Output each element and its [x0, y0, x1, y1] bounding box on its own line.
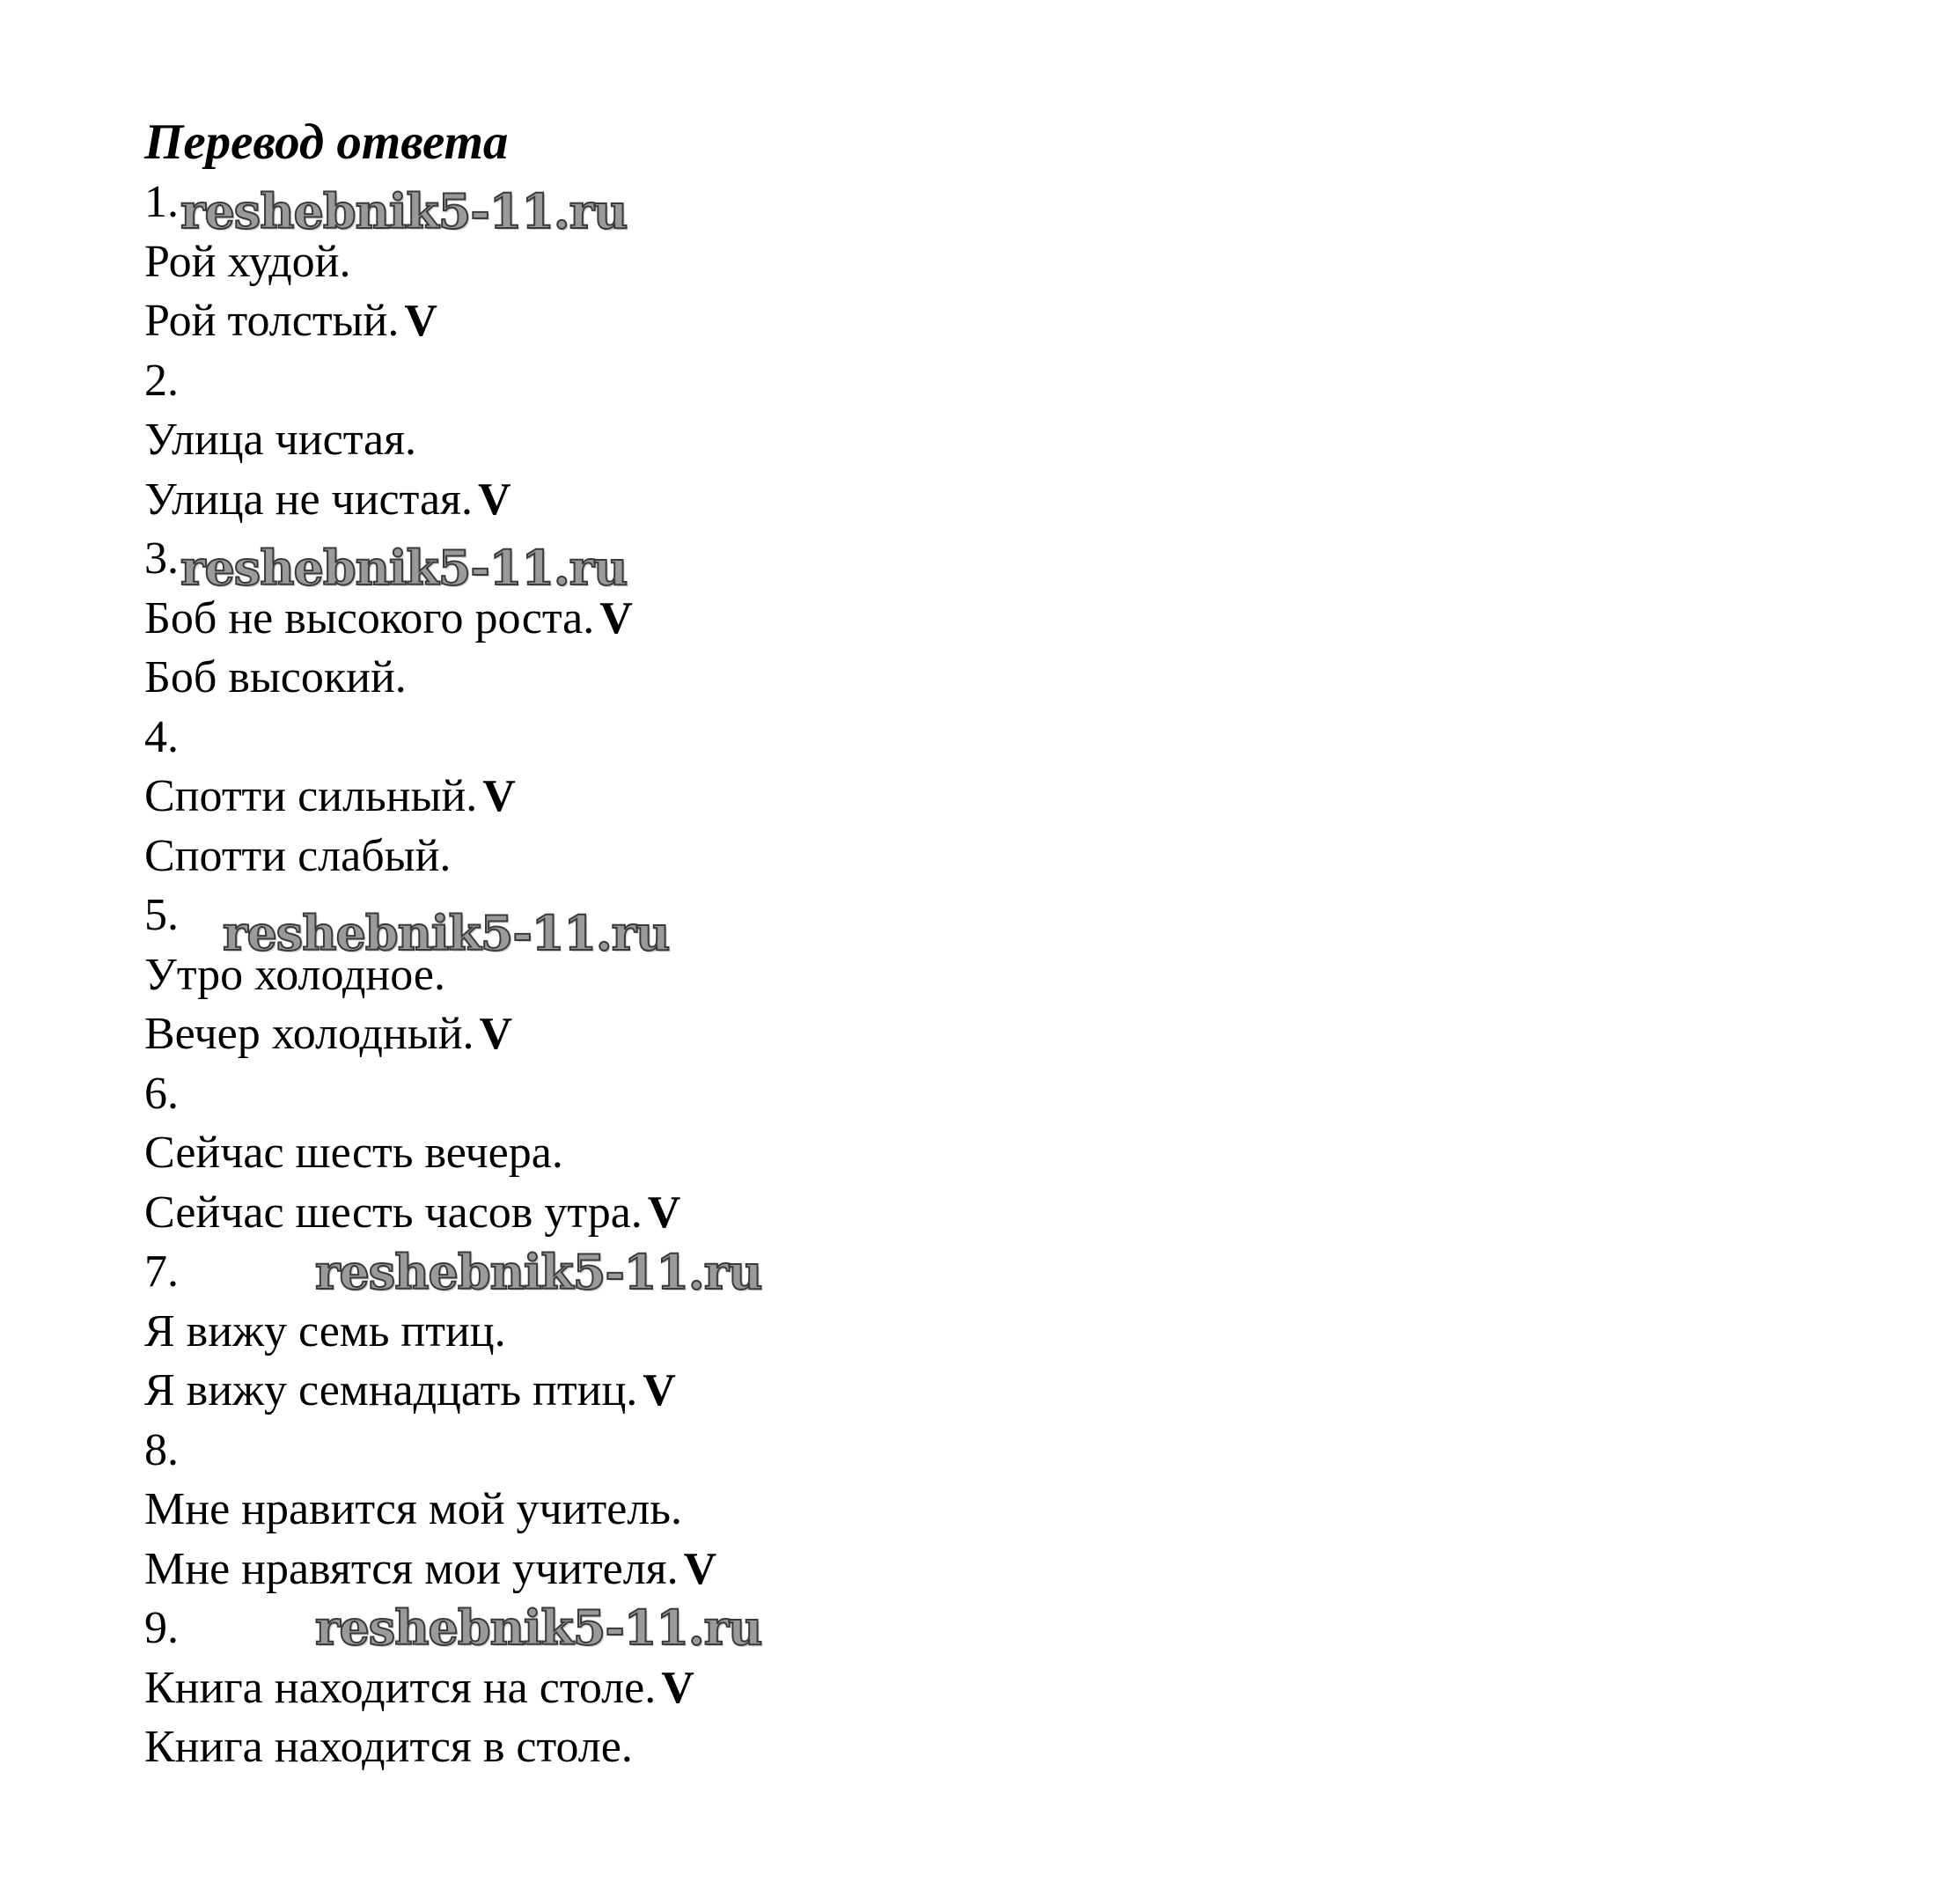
answer-option	[144, 1004, 1729, 1064]
answer-text: Рой худой.	[144, 236, 351, 287]
answer-text: Улица чистая.	[144, 415, 417, 465]
answer-option	[144, 767, 1729, 827]
item-number: 1.	[144, 177, 179, 227]
answer-option	[144, 1717, 1729, 1777]
answer-text: Боб высокий.	[144, 652, 407, 702]
check-mark: V	[647, 1187, 681, 1238]
answer-option	[144, 1480, 1729, 1540]
answer-text: Сейчас шесть вечера.	[144, 1128, 563, 1178]
item-number: 2.	[144, 355, 179, 406]
answer-option	[144, 1302, 1729, 1362]
answer-option	[144, 1540, 1729, 1599]
answer-text: Вечер холодный.	[144, 1009, 474, 1059]
watermark: reshebnik5-11.ru	[315, 1599, 762, 1656]
answer-option	[144, 648, 1729, 708]
answer-option	[144, 470, 1729, 530]
answer-option	[144, 291, 1729, 351]
answer-option	[144, 1183, 1729, 1243]
item-number: 6.	[144, 1068, 179, 1119]
answer-option	[144, 1658, 1729, 1718]
check-mark: V	[404, 296, 437, 346]
check-mark: V	[599, 592, 633, 643]
answer-text: Я вижу семнадцать птиц.	[144, 1365, 638, 1415]
watermark: reshebnik5-11.ru	[180, 183, 628, 239]
answer-text: Книга находится в столе.	[144, 1722, 633, 1772]
answer-option	[144, 410, 1729, 470]
item-number: 8.	[144, 1424, 179, 1475]
answer-text: Утро холодное.	[144, 949, 445, 1000]
answer-text: Рой толстый.	[144, 296, 400, 346]
item-number: 4.	[144, 711, 179, 762]
answer-text: Книга находится на столе.	[144, 1662, 657, 1713]
check-mark: V	[479, 1009, 513, 1059]
answer-text: Сейчас шесть часов утра.	[144, 1187, 643, 1238]
answer-text: Боб не высокого роста.	[144, 592, 595, 643]
item-number: 3.	[144, 533, 179, 584]
check-mark: V	[643, 1365, 676, 1415]
check-mark: V	[482, 771, 516, 821]
answer-text: Мне нравится мой учитель.	[144, 1484, 682, 1534]
page-title: Перевод ответа	[144, 114, 509, 170]
check-mark: V	[477, 474, 511, 525]
watermark: reshebnik5-11.ru	[223, 905, 670, 961]
answer-text: Я вижу семь птиц.	[144, 1305, 506, 1356]
answer-text: Спотти сильный.	[144, 771, 478, 821]
answer-option	[144, 589, 1729, 649]
answer-text: Мне нравятся мои учителя.	[144, 1543, 679, 1594]
answer-option	[144, 827, 1729, 886]
check-mark: V	[683, 1543, 717, 1594]
answer-option	[144, 1123, 1729, 1183]
watermark: reshebnik5-11.ru	[315, 1244, 762, 1300]
answer-list	[144, 173, 1729, 1777]
item-number: 7.	[144, 1246, 179, 1297]
item-number: 9.	[144, 1603, 179, 1653]
watermark: reshebnik5-11.ru	[180, 540, 628, 596]
answer-option	[144, 232, 1729, 292]
answer-option	[144, 1361, 1729, 1421]
item-number: 5.	[144, 890, 179, 940]
answer-text: Спотти слабый.	[144, 830, 452, 881]
answer-text: Улица не чистая.	[144, 474, 473, 525]
check-mark: V	[661, 1662, 694, 1713]
